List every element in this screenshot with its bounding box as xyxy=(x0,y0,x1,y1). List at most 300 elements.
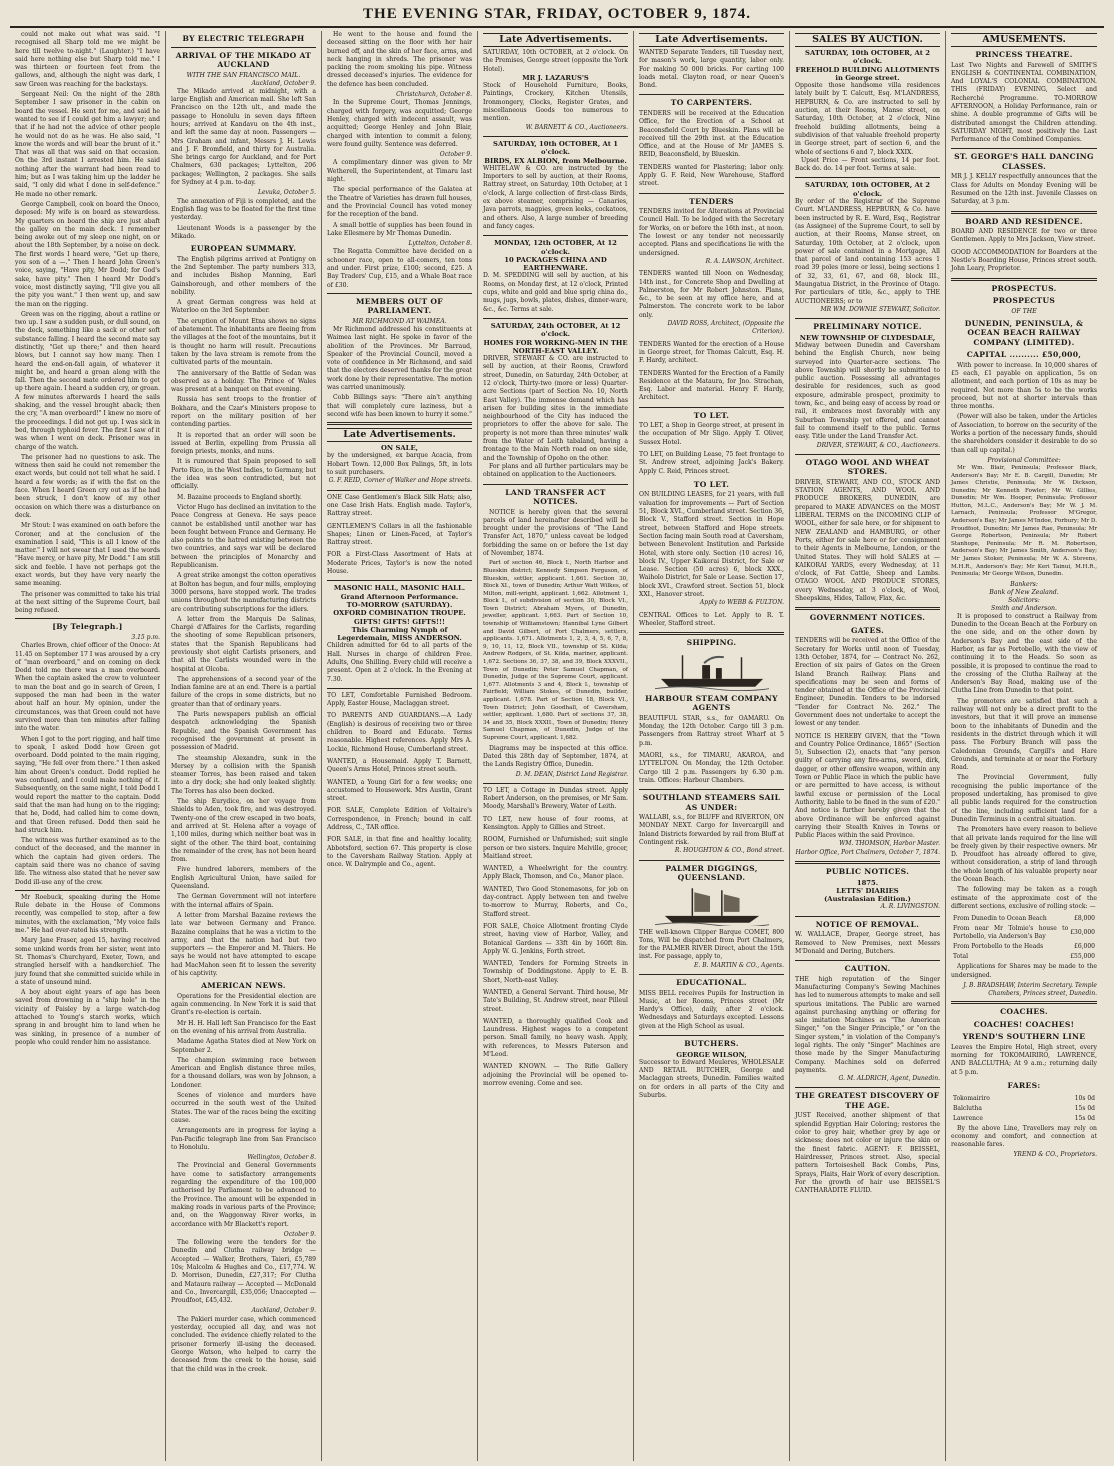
ad-body: NOTICE IS HEREBY GIVEN, that the "Town and Country Police Ordinance, 1865" (Section 5), Subsection (2), enacts that "any person guilty of carrying any fire-arms, sword, dirk, dagger, or other offensive weapon, within any Town or Public Place in which the public have or are permitted to have access, is without lawful excuse or permission of the Local Authority, liable to be fined in the sum of £20." And notice is further hereby given that the above Ordinance will be enforced against carrying their Stealth Knives in Towns or Public Places within the said Province. xyxy=(795,732,940,840)
advertisement: TENDERS will be received at the Education Office, for the Erection of a School at Beaconsfield Court by Blueskin. Plans will be received till the 29th inst. at the Education Office, and at the House of Mr JAMES S. REID, Beaconsfield, by Blueskin. xyxy=(639,109,784,159)
section-heading: NOTICE OF REMOVAL. xyxy=(815,919,920,929)
article-paragraph: Madame Agatha States died at New York on September 2. xyxy=(171,1038,316,1054)
advertisement: WANTED KNOWN. — The Rifle Gallery adjoining the Provincial will be opened to-morrow evening. Come and see. xyxy=(483,1063,628,1087)
subheading: PRINCESS THEATRE. xyxy=(975,50,1073,59)
advertisement xyxy=(795,879,940,912)
divider xyxy=(639,1035,784,1036)
advertisement: FOR SALE, Choice Allotment fronting Clyde street, having view of Harbor, Valley, and Botanical Gardens — 33ft 4in by 160ft 8in. Apply W. G. Jenkins, Forth street. xyxy=(483,922,628,955)
table-cell: 15s 0d xyxy=(1074,1104,1095,1112)
ad-body: Successor to Edward Meuleres, WHOLESALE AND RETAIL BUTCHER, George and Maclaggan streets, Dunedin. Families waited on for orders in all parts of the City and Suburbs. xyxy=(639,1058,784,1100)
column-1 xyxy=(10,31,166,1461)
subheading: PROSPECTUS xyxy=(992,296,1056,306)
ad-signature: G. M. ALDRICH, Agent, Dunedin. xyxy=(838,1075,940,1083)
advertisement: FOR SALE, Complete Edition of Voltaire's Correspondence, in French; bound in calf. Address, C., TAR office. xyxy=(327,807,472,832)
divider xyxy=(795,318,940,319)
article-paragraph: Applications for Shares may be made to the undersigned. xyxy=(951,963,1097,979)
section-heading: SHIPPING. xyxy=(686,638,737,648)
article-paragraph: It is reported that an order will soon be issued at Berlin, expelling from Prussia all foreign priests, monks, and nuns. xyxy=(171,431,316,456)
fares-table xyxy=(951,1093,1097,1125)
table-cell: Balclutha xyxy=(953,1104,982,1112)
section-heading: AMERICAN NEWS. xyxy=(201,981,286,991)
dateline: Levuka, October 5. xyxy=(257,189,316,197)
divider xyxy=(483,484,628,485)
article-paragraph: The Paris newspapers publish an official despatch acknowledging the Spanish Republic, and the Spanish Government has recognised the government at present in possession of Madrid. xyxy=(171,711,316,752)
ad-body: ON BUILDING LEASES, for 21 years, with full valuation for improvements — Part of Section 51, Block XVI., Cumberland street. Section 36, Block V., Stafford street. Section in Hope street, between Stafford and Hope streets. Section facing main South road at Caversham, between Benevolent Institution and Parkside Hotel, with store only. Section (10 acres) 16, block IV., Upper Kaikorai District, for Sale or Lease. Section (50 acres) 6, block XXX., Waiholo District, for Sale or Lease. Section 17, block XVI., Crawford street. Section 51, block XXI., Hanover street. xyxy=(639,491,784,599)
dateline: Auckland, October 9. xyxy=(251,1307,316,1315)
article-paragraph: The apprehensions of a second year of the Indian famine are at an end. There is a partial failure of the crops in some districts, but no greater than that of ordinary years. xyxy=(171,675,316,708)
advertisement xyxy=(795,334,940,450)
article-paragraph: (Power will also be taken, under the Articles of Association, to borrow on the security of the Works a portion of the necessary funds, should the shareholders consider it desirable to do so than call up capital.) xyxy=(951,413,1097,454)
ad-title: ON SALE, xyxy=(380,444,418,453)
bankers-name: Bank of New Zealand. xyxy=(989,588,1059,596)
ad-body: Opposite those handsome villa residences lately built by T. Calcutt, Esq. M'LANDRESS, HEPBURN, & Co. are instructed to sell by auction, at their Rooms, Manse street, on Saturday, 10th October, at 2 o'clock, Nine freehold building allotments, being a subdivision of that valuable freehold property in George street, part of section 6, and the whole of sections 6 and 7, block XXIX. xyxy=(795,82,940,156)
subheading: WITH THE SAN FRANCISCO MAIL. xyxy=(186,71,301,79)
table-row xyxy=(953,1115,1095,1123)
advertisement xyxy=(639,491,784,607)
article-paragraph: The Mikado arrived at midnight, with a large English and American mail. She left San Francisco on the 12th ult., and made the passage to Honolulu in seven days fifteen hours; arrived at Kandavu on the 4th inst., and left the same day at noon. Passengers — Mrs Graham and infant, Messrs J. H. Lewis and J. F. Bromfield, and thirty for Australia. She brings cargo for Auckland, and for Port Chalmers, 630 packages; Lyttelton, 206 packages; Wellington, 2 packages. She sails for Sydney at 4 p.m. to-day. xyxy=(171,87,316,187)
advertisement: WANTED, a Young Girl for a few weeks; one accustomed to Housework. Mrs Austin, Grant street. xyxy=(327,778,472,803)
advertisement: DRIVER, STEWART, AND CO., STOCK AND STATION AGENTS, AND WOOL AND PRODUCE BROKERS, DUNEDIN, are prepared to MAKE ADVANCES on the MOST LIBERAL TERMS on the INCOMING CLIP of WOOL, either for sale here, or for shipment to NEW ZEALAND and HAMBURG, or other Ports, either for sale here or for consignment to their Agents in Melbourne, London, or the United States. They will hold SALES at — KAIKORAI YARDS, every Wednesday, at 11 o'clock, of Fat Cattle, Sheep and Lambs. OTAGO WOOL AND PRODUCE STORES, every Wednesday, at 3 o'clock, of Wool, Sheepskins, Hides, Tallow, Flax, &c. xyxy=(795,478,940,603)
divider xyxy=(795,177,940,178)
divider xyxy=(795,607,940,610)
section-heading: EUROPEAN SUMMARY. xyxy=(190,244,297,254)
ad-title: GEORGE WILSON, xyxy=(676,1050,747,1059)
section-heading: Late Advertisements. xyxy=(327,428,472,442)
article-paragraph: The annexation of Fiji is completed, and the English flag was to be floated for the first time yesterday. xyxy=(171,197,316,222)
advertisement: BOARD AND RESIDENCE for two or three Gentlemen. Apply to Mrs Jackson, View street. xyxy=(951,228,1097,244)
section-heading: PROSPECTUS. xyxy=(991,283,1057,293)
divider xyxy=(951,211,1097,214)
ad-body: Upset Price — Front sections, 14 per foot. Back do. do. 14 per foot. Terms at sale. xyxy=(795,156,940,173)
advertisement: WANTED, a General Servant. Third house, Mr Tate's Building, St. Andrew street, near Pilleul street. xyxy=(483,989,628,1013)
ad-body: By order of the Registrar of the Supreme Court. M'LANDRESS, HEPBURN, & Co. have been instructed by R. E. Ward, Esq., Registrar (as Assignee) of the Supreme Court, to sell by auction, at their Rooms, Manse street, on Saturday, 10th October, at 2 o'clock, upon power of sale contained in a Mortgage, All that parcel of land containing 153 acres 1 road 39 poles (more or less), being sections 1 of 32, 33, 61, 67, and 68, block III., Maungatua District, in the Province of Otago. For particulars of title, &c., apply to THE AUCTIONEERS; or to xyxy=(795,198,940,305)
article-paragraph: Scenes of violence and murders have occurred in the south west of the United States. The war of the races being the exciting cause. xyxy=(171,1092,316,1124)
ad-signature: G. F. REID, Corner of Walker and Hope streets. xyxy=(328,477,472,485)
subheading: OF THE xyxy=(1011,307,1037,315)
ad-signature: YREND & CO., Proprietors. xyxy=(1013,1151,1097,1159)
notice-body: NOTICE is hereby given that the several parcels of land hereinafter described will be brought under the provisions of "The Land Transfer Act, 1870," unless caveat be lodged forbidding the same on or before the 1st day of November, 1874. xyxy=(483,508,628,558)
divider xyxy=(15,618,160,619)
article-paragraph: The Provincial Government, fully recognising the public importance of the proposed undertaking, has promised to give all public lands required for the construction of the line, including sufficient land for a Dunedin Terminus in a central situation. xyxy=(951,774,1097,823)
advertisement xyxy=(639,208,784,266)
subheading: ARRIVAL OF THE MIKADO AT AUCKLAND xyxy=(175,50,312,69)
capital-line: CAPITAL .......... £50,000, xyxy=(966,350,1082,360)
article-paragraph: M. Bazaine proceeds to England shortly. xyxy=(177,493,302,501)
subheading: DUNEDIN, PENINSULA, & OCEAN BEACH RAILWAY COMPANY (LIMITED). xyxy=(964,318,1084,347)
article-paragraph: The anniversary of the Battle of Sedan was observed as a holiday. The Prince of Wales was present at a banquet on that evening. xyxy=(171,369,316,394)
ad-body: TENDERS wanted till Noon on Wednesday, 14th inst., for Concrete Shop and Dwelling at Palmerston, for Mr Robert Johnston. Plans, &c., to be seen at my office here, and at Palmerston. The concrete work to be labor only. xyxy=(639,270,784,319)
ad-signature: DRIVER, STEWART, & CO., Auctioneers. xyxy=(816,441,940,449)
ad-body: For plans and all further particulars may be obtained on application to the Auctioneers. xyxy=(483,462,628,479)
divider xyxy=(639,860,784,861)
article-paragraph: The special performance of the Galatea at the Theatre of Varieties has drawn full houses, and the Provincial Council has voted money for the reception of the band. xyxy=(327,186,472,219)
article-paragraph: Mr Roebuck, speaking during the Home Rule debate in the House of Commons recently, was compelled to stop, after a few minutes, with the exclamation, "My voice fails me." He had over-rated his strength. xyxy=(15,893,160,935)
column-7 xyxy=(946,31,1102,1461)
article-paragraph: The following may be taken as a rough estimate of the approximate cost of the different sections, exclusive of rolling stock: — xyxy=(951,886,1097,910)
ad-body: WHITELAW & CO. are instructed by the Importers to sell by auction, at their Rooms, Rattray street, on Saturday, 10th October, at 1 o'clock, A large collection of first-class Birds, ex above steamer, comprising — Canaries, Java parrots, magpies, green leeks, cockatoos, and others. Also, A large number of breeding and fancy cages. xyxy=(483,164,628,230)
advertisement: MISS BELL receives Pupils for Instruction in Music, at her Rooms, Princes street (Mr Hardy's Office), daily, after 2 o'clock. Wednesdays and Saturdays excepted. Lessons given at the High School as usual. xyxy=(639,989,784,1030)
advertisement xyxy=(795,49,940,173)
section-heading: HARBOUR STEAM COMPANY AGENTS xyxy=(645,693,778,713)
ad-signature: R. A. LAWSON, Architect. xyxy=(705,257,784,265)
article-paragraph: A boy about eight years of age has been saved from drowning in a "ship hole" in the vicinity of Paisley by a large watch-dog attached to Young's starch works, which sprang in and brought him to land when he was sinking, in presence of a number of people who could render him no assistance. xyxy=(15,989,160,1046)
divider xyxy=(639,193,784,194)
table-row xyxy=(953,1105,1095,1113)
ad-body: TENDERS invited for Alterations at Provincial Council Hall. To be lodged with the Secretary for Works, on or before the 16th inst., at noon. The lowest or any tender not necessarily accepted. Plans and specifications lie with the undersigned. xyxy=(639,208,784,257)
section-heading: SOUTHLAND STEAMERS SAIL AS UNDER: xyxy=(642,793,781,812)
advertisement: BEAUTIFUL STAR, s.s., for OAMARU. On Monday, the 12th October. Cargo till 3 p.m. Passengers from Rattray street Wharf at 5 p.m. xyxy=(639,714,784,747)
article-paragraph: The Regatta Committee have decided on a schooner race, open to all-comers, ten tons and under. First prize, £100; second, £25. A Bay Traders' Cup, £15, and a Whale Boat race of £30. xyxy=(327,248,472,289)
advertisement: TENDERS Wanted for the Erection of a Family Residence at the Mataura, for Jno. Strachan, Esq. Labor and material. Henry F. Hardy, Architect. xyxy=(639,369,784,402)
section-heading: EDUCATIONAL. xyxy=(676,978,747,988)
ad-line: GIFTS! GIFTS! GIFTS!!! xyxy=(354,617,445,626)
advertisement: CENTRAL Offices to Let. Apply to R. T. Wheeler, Stafford street. xyxy=(639,611,784,627)
article-paragraph: Operations for the Presidential election are again commencing. In New York it is said that Grant's re-election is certain. xyxy=(171,992,316,1017)
table-cell: Tokomairiro xyxy=(953,1094,990,1102)
divider xyxy=(327,688,472,689)
ad-title: NEW TOWNSHIP OF CLYDESDALE, xyxy=(799,333,936,342)
divider xyxy=(795,960,940,961)
article-paragraph: Mr Richmond addressed his constituents at Waimea last night. He spoke in favor of the abolition of the Provinces. Mr Barraud, Speaker of the Provincial Council, moved a vote of confidence in Mr Richmond, and said that the electors deserved thanks for the great work done by their representative. The motion was carried unanimously. xyxy=(327,325,472,391)
section-heading: OTAGO WOOL AND WHEAT STORES. xyxy=(805,457,930,477)
article-paragraph: The steamship Alexandra, sunk in the Mersey by a collision with the Spanish steamer Torres, has been raised and taken into a dry dock; she had only leaked slightly. The Torres has also been docked. xyxy=(171,754,316,795)
article-paragraph: Green was on the rigging, about a ratline or two up. I saw a sudden push, or dull sound, on the deck, something like a sack or other soft substance falling. I heard the second mate say distinctly, "Get up there;" and then heard blows, but I cannot say how many. Then I heard the end-on-fall again, of whatever it might be, and heard a groan along with the fall. Then the second mate ordered him to get up there again. I heard a sudden cry, or groan. A few minutes afterwards I heard the sails shaking, and the vessel brought aback; then the cry, "A man overboard!" I knew no more of the proceedings. I did not get up. I was sick in bed, through typhoid fever. The first I saw of it was when I went on deck. Prisoner was in charge of the watch. xyxy=(15,310,160,451)
advertisement xyxy=(639,1051,784,1101)
article-paragraph: Mary Jane Fraser, aged 15, having received some unkind words from her sister, went into St. Thomas's Churchyard, Exeter, Town, and strangled herself with a handkerchief. The jury found that she committed suicide while in a state of unsound mind. xyxy=(15,937,160,986)
ad-body: THE well-known Clipper Barque COMET, 800 Tons, Will be dispatched from Port Chalmers, for the PALMER RIVER Direct, about the 15th inst. For passage, apply to, xyxy=(639,928,784,961)
column-6 xyxy=(790,31,946,1461)
advertisement xyxy=(483,239,628,314)
ad-title: HOMES FOR WORKING-MEN IN THE NORTH-EAST VALLEY. xyxy=(483,338,628,355)
advertisement: TENDERS will be received at the Office of the Secretary for Works until noon of Tuesday, 13th October, 1874, for — Contract No. 262, Erection of six pairs of Gates on the Green Island Branch Railway. Plans and specifications may be seen and forms of tender obtained at the Office of the Provincial Engineer, Dunedin. Tenders to be indorsed "Tender for Contract No. 262." The Government does not undertake to accept the lowest or any tender. xyxy=(795,637,940,728)
ad-line: TO-MORROW (SATURDAY). xyxy=(346,600,453,609)
article-paragraph: Cobb Billings says: "There ain't anything that will completely cure laziness, but a second wife has been known to hurry it some." xyxy=(327,394,472,418)
article-paragraph: The prisoner had no questions to ask. The witness then said he could not remember the exact words, but could not tell what he said. I heard a few words; as if with the fist on the face. When I heard Green cry out as if he had been struck, I don't know of my other occasion on which there was a disturbance on deck. xyxy=(15,453,160,519)
advertisement: ROOM, Furnished or Unfurnished; suit single person or two sisters. Inquire Melville, grocer, Maitland street. xyxy=(483,836,628,860)
divider xyxy=(795,1087,940,1088)
section-heading: BY ELECTRIC TELEGRAPH xyxy=(182,34,305,43)
article-paragraph: By the above Line, Travellers may rely on economy and comfort, and connection at reasonable fares. xyxy=(951,1124,1097,1149)
section-heading: SALES BY AUCTION. xyxy=(795,33,940,47)
section-heading: GOVERNMENT NOTICES. xyxy=(809,613,926,623)
table-cell: 10s 0d xyxy=(1074,1094,1095,1102)
ad-body: by the undersigned, ex barque Acacia, from Hobart Town. 12,000 Box Palings, 5ft, in lots to suit purchasers. xyxy=(327,452,472,477)
article-paragraph: The ship Eurydice, on her voyage from Shields to Aden, took fire, and was destroyed. Twenty-one of the crew escaped in two boats, and arrived at St. Helena after a voyage of 1,100 miles, during which neither boat was in sight of the other. The third boat, containing the remainder of the crew, has not been heard from. xyxy=(171,798,316,864)
dateline: Auckland, October 9. xyxy=(251,79,316,87)
section-heading: Late Advertisements. xyxy=(639,33,784,47)
ad-body: DRIVER, STEWART & CO. are instructed to sell by auction, at their Rooms, Crawford street, Dunedin, on Saturday, 24th October, at 12 o'clock, Thirty-two (more or less) Quarter-acre Sections (part of Section No. 10, North East Valley). The immense demand which has arisen for building sites in the immediate neighbourhood of the City has induced the proprietors to offer the above for sale. The property is not more than three minutes' walk from the Water of Leith tabaland, having a frontage to the Main North road on one side, and the Township of Opoho on the other. xyxy=(483,355,628,462)
table-row xyxy=(953,1095,1095,1103)
article-paragraph: George Campbell, cook on board the Onoco, deposed: My wife is on board as stewardess. My quarters on board the ship are just abaft the galley on the main deck. I remember being awoke out of my sleep one night, on or about the 18th September, by a noise on deck. The first words I heard were, "Get up there, you son of a —." Then I heard John Green's voice, saying, "Have pity, Mr Dodd; for God's sake, have pity." Then I heard Mr Dodd's voice, most distinctly saying, "I'll give you all the pity you want." I then went up, and saw the man on the rigging. xyxy=(15,200,160,308)
ad-signature: D. M. DEAN, District Land Registrar. xyxy=(515,771,628,779)
ad-title: SATURDAY, 10th OCTOBER, At 2 o'clock. xyxy=(805,181,930,198)
advertisement xyxy=(795,976,940,1084)
section-heading: CAUTION. xyxy=(844,964,891,974)
ad-title: FREEHOLD BUILDING ALLOTMENTS in George street. xyxy=(795,65,940,82)
article-paragraph: A letter from Marshal Bazaine reviews the late war between Germany and France. Bazaine complains that he was a victim to the army, and that the nation had but two supporters — the Emperor and M. Thiers. He says he would not have attempted to escape had MacMahon seen fit to lessen the severity of his captivity. xyxy=(171,911,316,977)
subheading: Solicitors: xyxy=(1008,596,1040,604)
table-cell: Lawrence xyxy=(953,1114,983,1122)
advertisement: WANTED Separate Tenders, till Tuesday next, for mason's work, large quantity, labor only. For making 50 000 bricks. For carting 100 loads metal. Clayton road, or near Queen's Bond. xyxy=(639,49,784,90)
column-4 xyxy=(478,31,634,1461)
columns xyxy=(10,31,1104,1461)
divider xyxy=(951,148,1097,149)
notice-body: Diagrams may be inspected at this office. Dated this 28th day of September, 1874, at the Lands Registry Office, Dunedin. xyxy=(483,744,628,769)
article-paragraph: Mr H. H. Hall left San Francisco for the East on the evening of his arrival from Australia. xyxy=(171,1019,316,1035)
section-heading: COACHES. xyxy=(1000,1007,1048,1017)
section-heading: TENDERS xyxy=(689,196,734,206)
divider xyxy=(639,407,784,408)
divider xyxy=(327,422,472,425)
ad-body: Midway between Dunedin and Caversham behind the English Church, now being surveyed into Quarter-acre sections. The above Township will shortly be submitted to public auction. Possessing all advantages desirable for residences, such as good exposure, admirable prospect, proximity to town, &c., and being easy of access by road or rail, it embraces most favorably with any Suburban Township yet offered, and cannot fail to commend itself to the public. Terms easy. Title under the Land Transfer Act. xyxy=(795,342,940,441)
article-paragraph: With power to increase. In 10,000 shares of £5 each, £1 payable on application, 5s on allotment, and each portion of 10s as may be required. Not more than 5s to be the works proceed, but not at shorter intervals than three months. xyxy=(951,361,1097,411)
ad-title: SATURDAY, 10th OCTOBER, At 1 o'clock. xyxy=(493,139,618,157)
column-3 xyxy=(322,31,478,1461)
ad-body: WALLABI, s.s., for BLUFF and RIVERTON, ON MONDAY NEXT. Cargo for Invercargill and Inland Districts forwarded by rail from Bluff at Contingent risk. xyxy=(639,814,784,846)
ad-signature: DAVID ROSS, Architect, (Opposite the Criterion). xyxy=(667,320,784,336)
advertisement: MAORI, s.s., for TIMARU, AKAROA, and LYTTELTON. On Monday, the 12th October. Cargo till 2 p.m. Passengers by 6.30 p.m. train. Offices: Harbour Chambers. xyxy=(639,751,784,784)
advertisement: GOOD ACCOMMODATION for Boarders at the Nestle's Boarding House, Princes street south. John Leary, Proprietor. xyxy=(951,248,1097,273)
article-paragraph: Lieutenant Woods is a passenger by the Mikado. xyxy=(171,224,316,240)
table-cell: £8,000 xyxy=(1074,915,1095,923)
advertisement: WANTED, Tenders for Forming Streets in Township of Doddingstone. Apply to E. B. Short, North-east Valley. xyxy=(483,960,628,984)
table-row xyxy=(953,925,1095,941)
ad-signature: MR WM. DOWNIE STEWART, Solicitor. xyxy=(820,305,940,313)
article-paragraph: Five hundred laborers, members of the English Agricultural Union, have sailed for Queensland. xyxy=(171,866,316,891)
section-heading: Late Advertisements. xyxy=(483,33,628,47)
advertisement: MR J. J. KELLY respectfully announces that the Class for Adults on Monday Evening will be Resumed on the 12th inst. Juvenile Classes on Saturday, at 3 p.m. xyxy=(951,173,1097,206)
divider xyxy=(327,490,472,491)
article-paragraph: He went to the house and found the deceased sitting on the floor with her hair burned off, and the skin of her face, arms, and neck hanging in shreds. The prisoner was packing the room smoking his pipe. Witness dressed deceased's injuries. The evidence for the defence has been concluded. xyxy=(327,31,472,88)
section-heading: TO LET. xyxy=(693,479,730,489)
advertisement: FOR SALE, in that fine and healthy locality, Abbotsford, section 67. This property is close to the Caversham Railway Station. Apply at once. W. Dalrymple and Co., agent. xyxy=(327,836,472,869)
table-cell: £55,000 xyxy=(1070,953,1095,961)
dateline: Christchurch, October 8. xyxy=(396,91,472,99)
section-heading: PRELIMINARY NOTICE. xyxy=(813,322,922,332)
masthead: THE EVENING STAR, FRIDAY, OCTOBER 9, 1874. xyxy=(10,6,1104,28)
article-paragraph: The Provincial and General Governments have come to satisfactory arrangements regarding the expenditure of the 100,000 authorised by Parliament to be advanced to the Province. The amount will be expended in making roads in various parts of the Province; and, on the Waggonway River works, in accordance with Mr Blackett's report. xyxy=(171,1162,316,1228)
section-heading: TO CARPENTERS. xyxy=(670,98,753,108)
article-paragraph: Russia has sent troops to the frontier of Bokhara, and the Czar's Ministers propose to report on the military position of her contending parties. xyxy=(171,396,316,429)
article-paragraph: could not make out what was said. "I recognised all Sharp told me we might be here till twelve to-night." (Laughter.) "I have said here nothing else but Sharp told me." I was thirteen or fourteen feet from the gallows, and, although the night was dark, I saw Green was reaching for the backstays. xyxy=(15,31,160,88)
divider xyxy=(795,861,940,864)
subheading: FARES: xyxy=(1007,1081,1041,1091)
advertisement xyxy=(639,270,784,336)
table-cell: From Portobello to the Heads xyxy=(953,943,1044,951)
advertisement: TO LET, a Shop in George street, at present in the occupation of Mr Sligo. Apply T. Oliver, Sussex Hotel. xyxy=(639,422,784,446)
article-paragraph: A letter from the Marquis De Salinas, Chargé d'Affaires for the Carlists, regarding the shooting of some Republican prisoners, states that the Spanish Republicans had previously shot eight Carlists prisoners, and that all the Carlists wounded were in the hospital at Olcoba. xyxy=(171,615,316,673)
article-paragraph: A complimentary dinner was given to Mr Wetherell, the Superintendent, at Timaru last night. xyxy=(327,159,472,184)
advertisement: TO LET, a Cottage in Dundas street. Apply Robert Anderson, on the premises, or Mr Sam. Moody, Marshall's Brewery, Water of Leith. xyxy=(483,786,628,811)
advertisement: WANTED, a thoroughly qualified Cook and Laundress. Highest wages to a competent person. Small family, no heavy wash. Apply, with references, to Messrs Paterson and M'Leod. xyxy=(483,1017,628,1059)
advertisement: JUST Received, another shipment of that splendid Egyptian Hair Coloring; restores the color to grey hair, whether grey by age or sickness; does not color or injure the skin or the finest fabric. AGENT: F. BEISSEL, Hairdresser, Princes street. Also, special pattern Tortoiseshell Back Combs, Pins, Sprays, Plaits, Hair Work of every description. For the growth of hair use BEISSEL'S CANTHARADITE FLUID. xyxy=(795,1112,940,1195)
divider xyxy=(483,235,628,236)
table-cell: 15s 0d xyxy=(1074,1114,1095,1122)
ad-title: 1875. xyxy=(856,878,879,887)
ad-line: Grand Afternoon Performance. xyxy=(340,592,459,601)
article-paragraph: It is rumoured that Spain proposed to sell Porto Rico, in the West Indies, to Germany, but the idea was soon contradicted, but not officially. xyxy=(171,458,316,491)
section-heading: MEMBERS OUT OF PARLIAMENT. xyxy=(356,296,443,316)
subheading: Bankers: xyxy=(1010,580,1038,588)
divider xyxy=(951,278,1097,281)
section-heading: AMUSEMENTS. xyxy=(951,33,1097,47)
ad-title: SATURDAY, 10th OCTOBER, At 2 o'clock. xyxy=(805,49,930,66)
subheading: GATES. xyxy=(850,625,885,635)
cost-estimate-table xyxy=(951,913,1097,963)
advertisement: W. WALLACE, Draper, George street, has Removed to New Premises, next Messrs M'Donald and Dering, Butchers. xyxy=(795,931,940,955)
dateline: October 9. xyxy=(283,1230,316,1238)
dateline: Lyttelton, October 8. xyxy=(408,240,472,248)
article-paragraph: Sergeant Neil: On the night of the 28th September I saw prisoner in the cabin on board the vessel. He sent for me, and said he wanted to see if I could get him a lawyer; and that if he had not the advice of other people he would not do as he was. He also said, "I know the words and will bear the brunt of it." That was all that was said on that occasion. On the 3rd instant I arrested him. He said nothing after the warrant had been read to him; but as I was taking him up the ladder he said, "I only did what I done in self-defence." He made no other remark. xyxy=(15,91,160,198)
section-heading: PALMER DIGGINGS, QUEENSLAND. xyxy=(665,863,758,883)
ad-signature: Apply to WEBB & FULTON. xyxy=(699,599,784,607)
solicitors-name: Smith and Anderson. xyxy=(990,604,1057,612)
article-paragraph: A great strike amongst the cotton operatives at Bolton has begun, and four mills, employing 3000 persons, have stopped work. The trades unions throughout the manufacturing districts are contributing subscriptions for the idlers. xyxy=(171,572,316,613)
advertisement: TENDERS Wanted for the erection of a House in George street, for Thomas Calcutt, Esq. H. F. Hardy, architect. xyxy=(639,340,784,365)
advertisement xyxy=(483,49,628,132)
divider xyxy=(327,293,472,294)
ad-title: LETTS' DIARIES xyxy=(836,886,899,895)
table-cell: From near Mr Tolmie's house to Portobello, via Anderson's Bay xyxy=(953,925,1069,941)
article-paragraph: Victor Hugo has declined an invitation to the Peace Congress at Geneva. He says peace cannot be established until another war has been fought between France and Germany. He also points to the hatred existing between the two countries, and says war will be declared between the principles of Monarchy and Republicanism. xyxy=(171,503,316,570)
article-paragraph: Arrangements are in progress for laying a Pan-Pacific telegraph line from San Francisco to Honolulu. xyxy=(171,1127,316,1151)
committee-list: Mr Wm. Blair, Peninsula; Professor Black, Anderson's Bay; Mr E. B. Cargill, Dunedin; Mr James Christie, Peninsula; Mr W. Dickson, Dunedin; Mr Kenneth Fowler; Mr W. Gillies, Dunedin; Mr Wm. Hooper, Peninsula; Professor Hutton, M.L.C., Anderson's Bay; Mr W. J. M. Larnach, Peninsula; Professor M'Gregor, Anderson's Bay; Mr James M'Indoe, Forbury; Mr D. Proudfoot, Dunedin; Mr James Rae, Peninsula; Mr George Robertson, Peninsula; Mr Robert Stanhope, Peninsula; Mr R. M. Robertson, Anderson's Bay; Mr James Smith, Anderson's Bay; Mr James Stoker, Peninsula; Mr W. A. Stevens, M.H.R., Anderson's Bay; Mr Keri Tainui, M.H.R., Peninsula; Mr George Wilson, Dunedin. xyxy=(951,464,1097,578)
ad-body: THE high reputation of the Singer Manufacturing Company's Sewing Machines has led to numerous attempts to make and sell spurious imitations. The Public are warned against purchasing anything or offering for sale imitation Machines as "The American Singer," "on the Singer Principle," or "on the Singer system," in violation of the Company's legal rights. The only "Singer" Machines are those made by the Singer Manufacturing Company. Machines sold on deferred payments. xyxy=(795,975,940,1074)
divider xyxy=(951,1001,1097,1004)
article-paragraph: The Pakieri murder case, which commenced yesterday, occupied all day, and was not concluded. The evidence chiefly related to the prisoner formerly ill-using the deceased. George Watson, who helped to carry the deceased from the creek to the house, said that the child was in the creek. xyxy=(171,1315,316,1373)
advertisement xyxy=(327,584,472,684)
advertisement: Leaves the Empire Hotel, High street, every morning for TOKOMAIRIRO, LAWRENCE, AND BALCLUTHA; At 9 a.m.; returning daily at 5 p.m. xyxy=(951,1043,1097,1076)
advertisement xyxy=(639,929,784,970)
article-paragraph: The German Government will not interfere with the internal affairs of Spain. xyxy=(171,893,316,909)
ad-title: BIRDS, EX ALBION, from Melbourne. xyxy=(484,156,627,165)
sailing-ship-icon xyxy=(653,886,771,926)
section-heading: THE GREATEST DISCOVERY OF THE AGE. xyxy=(795,1091,940,1110)
article-paragraph: The prisoner was committed to take his trial at the next sitting of the Supreme Court, bail being refused. xyxy=(15,590,160,615)
divider xyxy=(171,47,316,48)
dateline: October 9. xyxy=(439,151,472,159)
advertisement: TENDERS wanted for Plastering; labor only. Apply G. F. Reid, New Warehouse, Stafford street. xyxy=(639,163,784,188)
article-paragraph: The champion swimming race between American and English distance three miles, for a thousand dollars, was won by Johnson, a Londoner. xyxy=(171,1056,316,1089)
advertisement: WANTED, Two Good Stonemasons, for job on day-contract. Apply between ten and twelve to-morrow to Murray, Roberts, and Co., Stafford street. xyxy=(483,885,628,918)
ad-title: 10 PACKAGES CHINA AND EARTHENWARE. xyxy=(504,255,607,273)
advertisement xyxy=(795,181,940,314)
ad-signature: J. B. BRADSHAW, Interim Secretary. Temple Chambers, Princes street, Dunedin. xyxy=(963,981,1097,998)
column-5 xyxy=(634,31,790,1461)
ad-title: SATURDAY, 24th OCTOBER, At 12 o'clock. xyxy=(490,321,621,339)
ad-signature: A. R. LIVINGSTON. xyxy=(880,903,940,911)
divider xyxy=(639,974,784,975)
ad-body: Stock of Household Furniture, Books, Paintings, Crockery, Kitchen Utensils, Ironmongery, Clocks, Register Grates, and miscellaneous Goods too numerous to mention. xyxy=(483,82,628,123)
article-paragraph: Charles Brown, chief officer of the Onoco: At 11.45 on September 17 I was aroused by a cry of "man overboard," and on coming on deck Dodd told me there was a man overboard. When the captain asked the crew to volunteer to man the boat and go in search of Green, I supposed the man had been in the water about half an hour. My opinion, under the circumstances, was that Green could not have survived more than ten minutes after falling into the water. xyxy=(15,642,160,733)
table-row xyxy=(953,915,1095,923)
article-paragraph: Mr Stout: I was examined on oath before the Coroner, and at the conclusion of the examination I said, "This is all I know of the matter." I will not swear that I used the words "Have mercy, or have pity, Mr Dodd." I am still sick and feeble. I have not perhaps got the exact words, but they have very nearly the same meaning. xyxy=(15,522,160,588)
article-paragraph: The promoters are satisfied that such a railway will not only be a direct profit to the investors, but that it will prove an immense boon to the inhabitants of Dunedin and the residents in the district through which it will pass. The Forbury Branch will pass the Caledonian Grounds, Cargill's and Hare Grounds, and terminate at or near the Forbury Road. xyxy=(951,697,1097,772)
advertisement xyxy=(483,322,628,480)
table-cell: Total xyxy=(953,953,969,961)
column-2 xyxy=(166,31,322,1461)
section-heading: TO LET. xyxy=(693,410,730,420)
ad-signature: E. B. MARTIN & CO., Agents. xyxy=(694,961,784,969)
advertisement: FOR a First-Class Assortment of Hats at Moderate Prices, Taylor's is now the noted House. xyxy=(327,551,472,576)
advertisement: TO LET, on Building Lease, 75 feet frontage to St. Andrew street, adjoining Jack's Bakery. Apply C. Reid, Princes street. xyxy=(639,451,784,475)
advertisement xyxy=(483,140,628,231)
advertisement: ONE Case Gentlemen's Black Silk Hats; also, one Case Irish Hats. English made. Taylor's, Rattray street. xyxy=(327,493,472,518)
article-paragraph: In the Supreme Court, Thomas Jennings, charged with forgery, was acquitted; George Henley, charged with indecent assault, was acquitted; George Henley and John Blair, charged with intention to commit a felony, were found guilty. Sentence was deferred. xyxy=(327,99,472,148)
advertisement: TO LET, new house of four rooms, at Kensington. Apply to Gillies and Street. xyxy=(483,815,628,831)
advertisement xyxy=(327,444,472,485)
ad-signature: WM. THOMSON, Harbor Master. xyxy=(839,840,940,848)
ad-title: (Australasian Edition.) xyxy=(824,895,911,904)
ad-title: MR J. LAZARUS'S xyxy=(522,73,589,82)
article-paragraph: It is proposed to construct a Railway from Dunedin to the Ocean Beach at the Forbury on the one side, and on the other down by Anderson's Bay and the east side of the Harbor, as far as Portobello, with the view of continuing it to the Heads. So soon as possible, it is proposed to continue the road to the crossing of the Clutha Railway at the Anderson's Bay Road, making use of the Clutha Line from Dunedin to that point. xyxy=(951,612,1097,695)
ad-body: D. M. SPEDDING will sell by auction, at his Rooms, on Monday first, at 12 o'clock, Printed cups, white and gold and blue sprig china do., mugs, jugs, bowls, plates, dishes, dinner-ware, &c., &c. Terms at sale. xyxy=(483,272,628,313)
advertisement xyxy=(639,814,784,855)
notice-list: Part of section 46, Block I., North Harbor and Blueskin district; Kennedy Simpson Ferguson, of Blueskin, settler, applicant. 1,661. Section 30, Block XI., town of Dunedin; Arthur Watt Wilkes, of Milton, mill-wright, applicant. 1,662. Allotment 1, Block I., of subdivision of section 30, Block VI., Town District; Abraham Myers, of Dunedin, jeweller, applicant. 1,663. Part of Section 10, township of Williamstown; Hannibal Lyne Gilbert and David Gilbert, of Port Chalmers, settlers, applicants. 1,671. Allotments 1, 2, 3, 4, 5, 6, 7, 8, 9, 10, 11, 12, Block VII., township of St. Kilda; Andrew Rodgers, of St. Kilda, mariner, applicant. 1,672. Sections 36, 37, 38, and 39, Block XXXVII., Town of Dunedin; Peter Samuel Chapman, of Dunedin, Judge of the Supreme Court, applicant. 1,677. Allotments 3 and 4, Block I., township of Fairfield; William Stokes, of Dunedin, builder, applicant. 1,678. Part of Section 18, Block VI., Town District; John Goodhall, of Caversham, settler, applicant. 1,680. Part of sections 37, 38, 34 and 35, Block XXXII., Town of Dunedin; Henry Samuel Chapman, of Dunedin, Judge of the Supreme Court, applicant. 1,682. xyxy=(483,560,628,741)
dateline: Wellington, October 8. xyxy=(247,1154,316,1162)
divider xyxy=(639,789,784,790)
subheading: YREND'S SOUTHERN LINE xyxy=(962,1032,1086,1042)
article-paragraph: When I got to the port rigging, and half time to speak, I asked Dodd how Green got overboard. Dodd pointed to the main rigging, saying, "He fell over from there." I then asked him about Green's conduct. Dodd replied he was confused, and I could make nothing of it. Subsequently, on the same night, I told Dodd I would report the matter to the captain. Dodd said that the man had hung on to the rigging; that he, Dodd, had called him to come down, and that Green refused. Dodd then said he had struck him. xyxy=(15,735,160,834)
section-heading: BUTCHERS. xyxy=(684,1039,739,1049)
subheading: Provisional Committee: xyxy=(987,456,1061,464)
article-paragraph: A great German congress was held at Waterloo on the 3rd September. xyxy=(171,299,316,315)
table-cell: £6,000 xyxy=(1074,943,1095,951)
divider xyxy=(483,783,628,784)
ad-line: OXFORD COMBINATION TROUPE. xyxy=(333,609,466,618)
ad-signature: W. BARNETT & CO., Auctioneers. xyxy=(525,123,628,131)
divider xyxy=(327,580,472,581)
divider xyxy=(795,916,940,917)
divider xyxy=(483,318,628,319)
steamship-icon xyxy=(653,651,771,691)
section-heading: [By Telegraph.] xyxy=(52,622,123,632)
divider xyxy=(639,632,784,635)
advertisement: TO PARENTS AND GUARDIANS.—A Lady (English) is desirous of receiving two or three children to Board and Educate. Terms reasonable. Highest references. Apply Mrs A. Lockie, Richmond House, Cumberland street. xyxy=(327,712,472,753)
table-cell: £30,000 xyxy=(1070,929,1095,937)
divider xyxy=(483,136,628,137)
article-paragraph: The English pilgrims arrived at Pontigny on the 2nd September. The party numbers 313, and includes Bishop Manning, Earl Gainsborough, and other members of the nobility. xyxy=(171,255,316,296)
subheading: MR RICHMOND AT WAIMEA. xyxy=(352,317,447,325)
advertisement: TO LET, Comfortable Furnished Bedroom. Apply, Easter House, Maclaggan street. xyxy=(327,691,472,708)
advertisement: GENTLEMEN'S Collars in all the fashionable Shapes; Linen or Linen-Faced, at Taylor's Rattray street. xyxy=(327,522,472,547)
ad-signature: Harbor Office, Port Chalmers, October 7, 1874. xyxy=(795,848,940,856)
subheading: ST. GEORGE'S HALL DANCING CLASSES. xyxy=(954,152,1094,171)
article-paragraph: The Promoters have every reason to believe that all private lands required for the line will be freely given by their respective owners. Mr D. Proudfoot has already offered to give, without consideration, a strip of land through the whole length of his valuable property near the Ocean Beach. xyxy=(951,826,1097,884)
table-row xyxy=(953,953,1095,961)
ad-title: MASONIC HALL, MASONIC HALL. xyxy=(333,584,466,593)
table-row xyxy=(953,943,1095,951)
article-paragraph: The witness was further examined as to the conduct of the deceased, and the manner in which the captain had given orders. The captain said there was no chance of saving life. The witness also stated that he never saw Dodd ill-use any of the crew. xyxy=(15,837,160,886)
table-cell: From Dunedin to Ocean Beach xyxy=(953,915,1047,923)
divider xyxy=(795,454,940,455)
article-paragraph: The eruption of Mount Etna shows no signs of abatement. The inhabitants are fleeing from the villages at the foot of the mountains, but it is thought no harm will result. Precautions taken by the lava stream is remote from the cultivated parts of the mountain. xyxy=(171,317,316,367)
section-heading: BOARD AND RESIDENCE. xyxy=(965,216,1083,226)
section-heading: LAND TRANSFER ACT NOTICES. xyxy=(505,487,606,507)
advertisement: WANTED, a Housemaid. Apply T. Barnett, Queen's Arms Hotel, Princes street south. xyxy=(327,757,472,774)
divider xyxy=(15,890,160,891)
ad-line: This Charming Nymph of Legerdemain, MISS ANDERSON. xyxy=(337,625,462,643)
section-heading: PUBLIC NOTICES. xyxy=(825,867,910,877)
ad-signature: R. HOUGHTON & CO., Bond street. xyxy=(674,847,784,855)
subheading: COACHES! COACHES! xyxy=(973,1019,1075,1029)
ad-body: SATURDAY, 10th OCTOBER, at 2 o'clock. On the Premises, George street (opposite the York Hotel). xyxy=(483,49,628,73)
advertisement: Last Two Nights and Farewell of SMITH'S ENGLISH & CONTINENTAL COMBINATION, And LOYAL'S COLONIAL COMBINATION. THIS (FRIDAY) EVENING, Select and Recherché Programme. TO-MORROW AFTERNOON, a Holiday Performance, rain or shine. A double programme of Gifts will be distributed amongst the Children attending. SATURDAY NIGHT, most positively the Last Performance of the Combined Companies. xyxy=(951,61,1097,144)
article-paragraph: The following were the tenders for the Dunedin and Clutha railway bridge — Accepted — Walker, Brothers, Taieri, £5,789 10s; Malcolm & Hughes and Co., £17,774. W. D. Morrison, Dunedin, £27,317; For Clutha and Mataura railway — Accepted — McDonald and Co., Invercargill, £35,056; Unaccepted — Proudfoot, £45,432. xyxy=(171,1239,316,1305)
ad-body: Children admitted for 6d to all parts of the Hall. Nurses in charge of children Free. Adults, One Shilling. Every child will receive a present. Open at 2 o'clock. In the Evening at 7.30. xyxy=(327,642,472,683)
ad-title: MONDAY, 12th OCTOBER, At 12 o'clock. xyxy=(494,239,617,256)
advertisement: WANTED, a Wheelwright for the country. Apply Black, Thomson, and Co., Manor place. xyxy=(483,865,628,881)
